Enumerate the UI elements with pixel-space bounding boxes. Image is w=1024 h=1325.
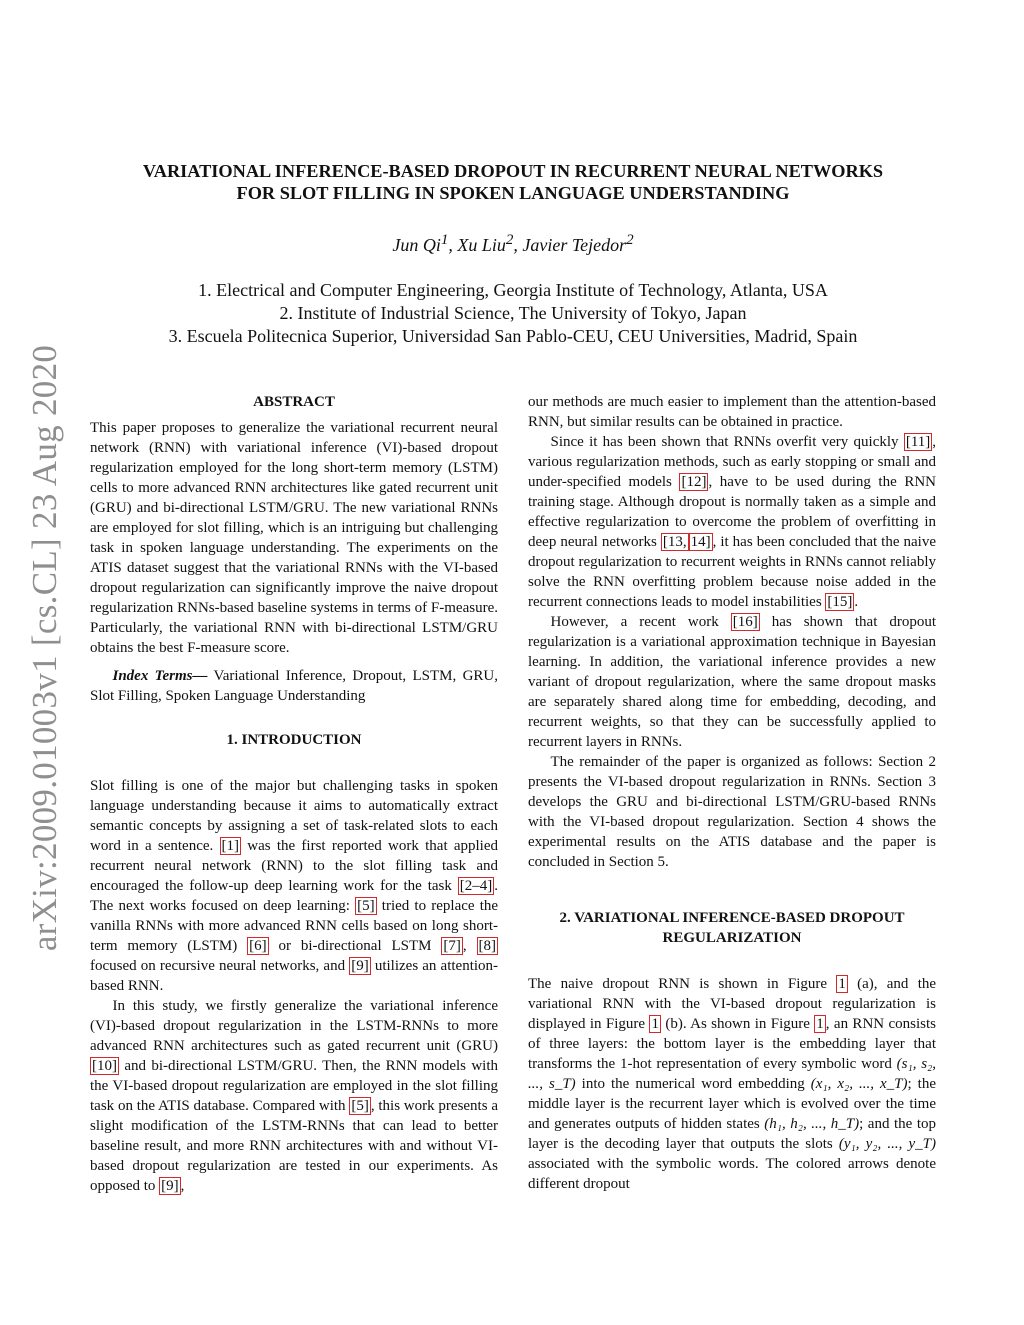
abstract-text: This paper proposes to generalize the variational recurrent neural network (RNN) with variational inference (VI)-based dropout regularization employed for the long short-term memory (LSTM) cells to more advanced RNN architectures like gated recurrent unit (GRU) and bi-directional LSTM/GRU. The new variational RNNs are employed for slot filling, which is an intriguing but challenging task in spoken language understanding. The experiments on the ATIS dataset suggest that the variational RNNs with the VI-based dropout regularization can significantly improve the naive dropout regularization RNNs-based baseline systems in terms of F-measure. Particularly, the variational RNN with bi-directional LSTM/GRU obtains the best F-measure score. <box>90 420 498 656</box>
intro-paragraph-4 <box>528 432 936 612</box>
intro-paragraph-5 <box>528 612 936 752</box>
text-span: , various regularization methods, such as early stopping or small and under-specified models <box>528 434 937 490</box>
affiliation-line: 1. Electrical and Computer Engineering, Georgia Institute of Technology, Atlanta, USA <box>198 280 828 300</box>
text-span: ; and the top layer is the decoding layer that outputs the slots <box>528 1116 937 1152</box>
citation-link[interactable]: [8] <box>478 938 497 954</box>
section-2-paragraph-1 <box>528 974 936 1194</box>
citation-link[interactable]: [7] <box>443 938 461 954</box>
text-span: Slot filling is one of the major but challenging tasks in spoken language understanding because it aims to automatically extract semantic concepts by assigning a set of task-related slots to each word in a sentence. <box>90 778 498 854</box>
text-span: utilizes an attention-based RNN. <box>90 958 499 994</box>
paper-title <box>90 160 936 204</box>
text-span: , <box>462 938 467 954</box>
author-name: Xu Liu <box>457 235 506 255</box>
figure-link[interactable]: 1 <box>838 976 846 992</box>
left-column <box>90 392 498 1196</box>
intro-paragraph-3: our methods are much easier to implement than the attention-based RNN, but similar results can be obtained in practice. <box>528 394 936 430</box>
math-expression: (y₁, y₂, ..., y_T) <box>838 1136 936 1152</box>
intro-paragraph-1 <box>90 776 498 996</box>
author-affiliation-mark: 2 <box>505 232 514 248</box>
author-name: Jun Qi <box>392 235 441 255</box>
intro-paragraph-6: The remainder of the paper is organized as follows: Section 2 presents the VI-based dropout regularization in RNNs. Section 3 develops the GRU and bi-directional LSTM/GRU-based RNNs with the VI-based dropout regularization. Section 4 shows the experimental results on the ATIS database and the paper is concluded in Section 5. <box>528 754 936 870</box>
text-span: has shown that dropout regularization is a variational approximation technique in Bayesian learning. In addition, the variational inference provides a new variant of dropout regularization, where the same dropout masks are separately shared along time for embedding, decoding, and recurrent weights, so that they can be successfully applied to recurrent layers in RNNs. <box>528 614 937 750</box>
section-2-heading-line-1: 2. VARIATIONAL INFERENCE-BASED DROPOUT <box>559 910 905 926</box>
index-terms-label: Index Terms— <box>112 668 208 684</box>
citation-link[interactable]: [10] <box>92 1058 117 1074</box>
section-2-heading <box>528 908 936 948</box>
text-span: associated with the symbolic words. The colored arrows denote different dropout <box>528 1156 936 1192</box>
abstract-heading: ABSTRACT <box>253 394 335 410</box>
citation-link[interactable]: [15] <box>827 594 853 610</box>
citation-link[interactable]: [5] <box>351 1098 369 1114</box>
section-1-heading: 1. INTRODUCTION <box>226 732 362 748</box>
text-span: , it has been concluded that the naive dropout regularization to recurrent weights in RNNs cannot reliably solve the RNN overfitting problem because noise added in the recurrent connections leads to model instabilities <box>528 534 936 610</box>
text-span: , have to be used during the RNN training stage. Although dropout is normally taken as a simple and effective regularization to overcome the problem of overfitting in deep neural networks <box>528 474 936 550</box>
section-2-heading-line-2: REGULARIZATION <box>662 930 802 946</box>
author-affiliation-mark: 2 <box>626 232 634 248</box>
affiliation-line: 3. Escuela Politecnica Superior, Universidad San Pablo-CEU, CEU Universities, Madrid, Spain <box>168 326 858 346</box>
author-list: Jun Qi$^1$, Xu Liu$^2$, Javier Tejedor$^2$ <box>392 232 634 255</box>
text-span: Since it has been shown that RNNs overfit very quickly <box>550 434 899 450</box>
citation-link[interactable]: [13, <box>662 534 687 550</box>
math-expression: (s₁, s₂, ..., s_T) <box>528 1056 937 1092</box>
text-span: The naive dropout RNN is shown in Figure <box>528 976 828 992</box>
citation-link[interactable]: [9] <box>161 1178 179 1194</box>
text-span: tried to replace the vanilla RNNs with more advanced RNN cells based on long short-term memory (LSTM) <box>90 898 499 954</box>
text-span: or bi-directional LSTM <box>278 938 432 954</box>
index-terms <box>90 666 498 706</box>
text-span: ; the middle layer is the recurrent layer which is evolved over the time and generates outputs of hidden states <box>528 1076 936 1132</box>
arxiv-stamp: arXiv:2009.01003v1 [cs.CL] 23 Aug 2020 <box>25 344 65 952</box>
citation-link[interactable]: [11] <box>905 434 931 450</box>
citation-link[interactable]: 14] <box>690 534 711 550</box>
intro-paragraph-2 <box>90 996 498 1196</box>
math-expression: (x₁, x₂, ..., x_T) <box>810 1076 908 1092</box>
title-line-2: FOR SLOT FILLING IN SPOKEN LANGUAGE UNDERSTANDING <box>236 183 790 203</box>
right-column <box>528 392 936 1194</box>
text-span: , this work presents a slight modification of the LSTM-RNNs that can lead to better baseline result, and more RNN architectures with and without VI-based dropout regularization are tested in our experiments. As opposed to <box>90 1098 499 1194</box>
author-name: Javier Tejedor <box>522 235 627 255</box>
figure-link[interactable]: 1 <box>816 1016 824 1032</box>
text-span: . The next works focused on deep learning: <box>90 878 498 914</box>
citation-link[interactable]: [6] <box>249 938 267 954</box>
text-span: (b). As shown in Figure <box>665 1016 810 1032</box>
text-span: In this study, we firstly generalize the variational inference (VI)-based dropout regularization in the LSTM-RNNs to more advanced RNN architectures such as gated recurrent unit (GRU) <box>90 998 498 1054</box>
citation-link[interactable]: [12] <box>681 474 707 490</box>
author-affiliation-mark: 1 <box>440 232 449 248</box>
text-span: , an RNN consists of three layers: the bottom layer is the embedding layer that transforms the 1-hot representation of every symbolic word <box>528 1016 936 1072</box>
citation-link[interactable]: [16] <box>732 614 758 630</box>
title-line-1: VARIATIONAL INFERENCE-BASED DROPOUT IN RECURRENT NEURAL NETWORKS <box>142 161 884 181</box>
text-span: was the first reported work that applied recurrent neural network (RNN) to the slot filling task and encouraged the follow-up deep learning work for the task <box>90 838 499 894</box>
affiliations <box>90 279 936 348</box>
text-span: However, a recent work <box>550 614 719 630</box>
text-span: (a), and the variational RNN with the VI-based dropout regularization is displayed in Figure <box>528 976 937 1032</box>
citation-link[interactable]: [5] <box>357 898 375 914</box>
citation-link[interactable]: [1] <box>221 838 240 854</box>
text-span: and bi-directional LSTM/GRU. Then, the RNN models with the VI-based dropout regularization are employed in the slot filling task on the ATIS database. Compared with <box>90 1058 499 1114</box>
figure-link[interactable]: 1 <box>651 1016 659 1032</box>
text-span: into the numerical word embedding <box>581 1076 805 1092</box>
affiliation-line: 2. Institute of Industrial Science, The University of Tokyo, Japan <box>279 303 747 323</box>
citation-link[interactable]: [2–4] <box>459 878 493 894</box>
math-expression: (h₁, h₂, ..., h_T) <box>764 1116 860 1132</box>
index-terms-text: Variational Inference, Dropout, LSTM, GRU, Slot Filling, Spoken Language Understanding <box>90 668 498 704</box>
text-span: focused on recursive neural networks, and <box>90 958 346 974</box>
text-span: . <box>854 594 859 610</box>
citation-link[interactable]: [9] <box>351 958 369 974</box>
text-span: , <box>180 1178 185 1194</box>
